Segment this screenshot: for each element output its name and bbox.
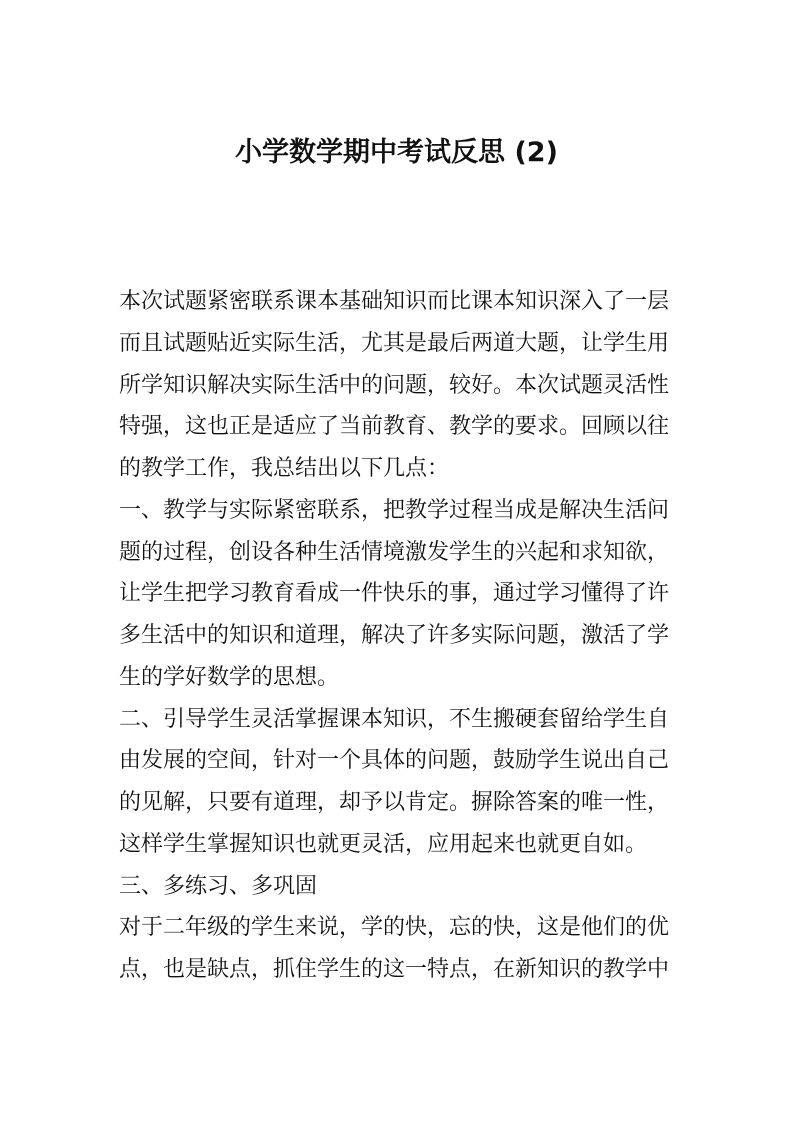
document-title: 小学数学期中考试反思 (2) [235,137,558,168]
text-line: 的教学工作，我总结出以下几点： [119,456,450,481]
text-line: 让学生把学习教育看成一件快乐的事，通过学习懂得了许 [119,581,670,607]
text-line: 本次试题紧密联系课本基础知识而比课本知识深入了一层 [119,289,670,314]
text-line: 二、引导学生灵活掌握课本知识，不生搬硬套留给学生自 [119,706,670,732]
text-line: 三、多练习、多巩固 [119,873,318,899]
text-line: 由发展的空间，针对一个具体的问题，鼓励学生说出自己 [119,748,670,774]
text-line: 题的过程，创设各种生活情境激发学生的兴起和求知欲， [119,539,670,565]
text-line: 的见解，只要有道理，却予以肯定。摒除答案的唯一性， [119,790,670,815]
text-line: 特强，这也正是适应了当前教育、教学的要求。回顾以往 [119,414,670,440]
text-line: 对于二年级的学生来说，学的快，忘的快，这是他们的优 [119,915,670,941]
text-line: 一、教学与实际紧密联系，把教学过程当成是解决生活问 [119,497,670,523]
document-body [119,287,679,997]
text-line: 而且试题贴近实际生活，尤其是最后两道大题，让学生用 [119,330,670,356]
text-line: 多生活中的知识和道理，解决了许多实际问题，激活了学 [119,623,670,648]
text-line: 所学知识解决实际生活中的问题，较好。本次试题灵活性 [119,372,670,398]
text-line: 这样学生掌握知识也就更灵活，应用起来也就更自如。 [119,831,648,857]
text-line: 生的学好数学的思想。 [119,664,340,690]
text-line: 点，也是缺点，抓住学生的这一特点，在新知识的教学中 [119,957,670,982]
